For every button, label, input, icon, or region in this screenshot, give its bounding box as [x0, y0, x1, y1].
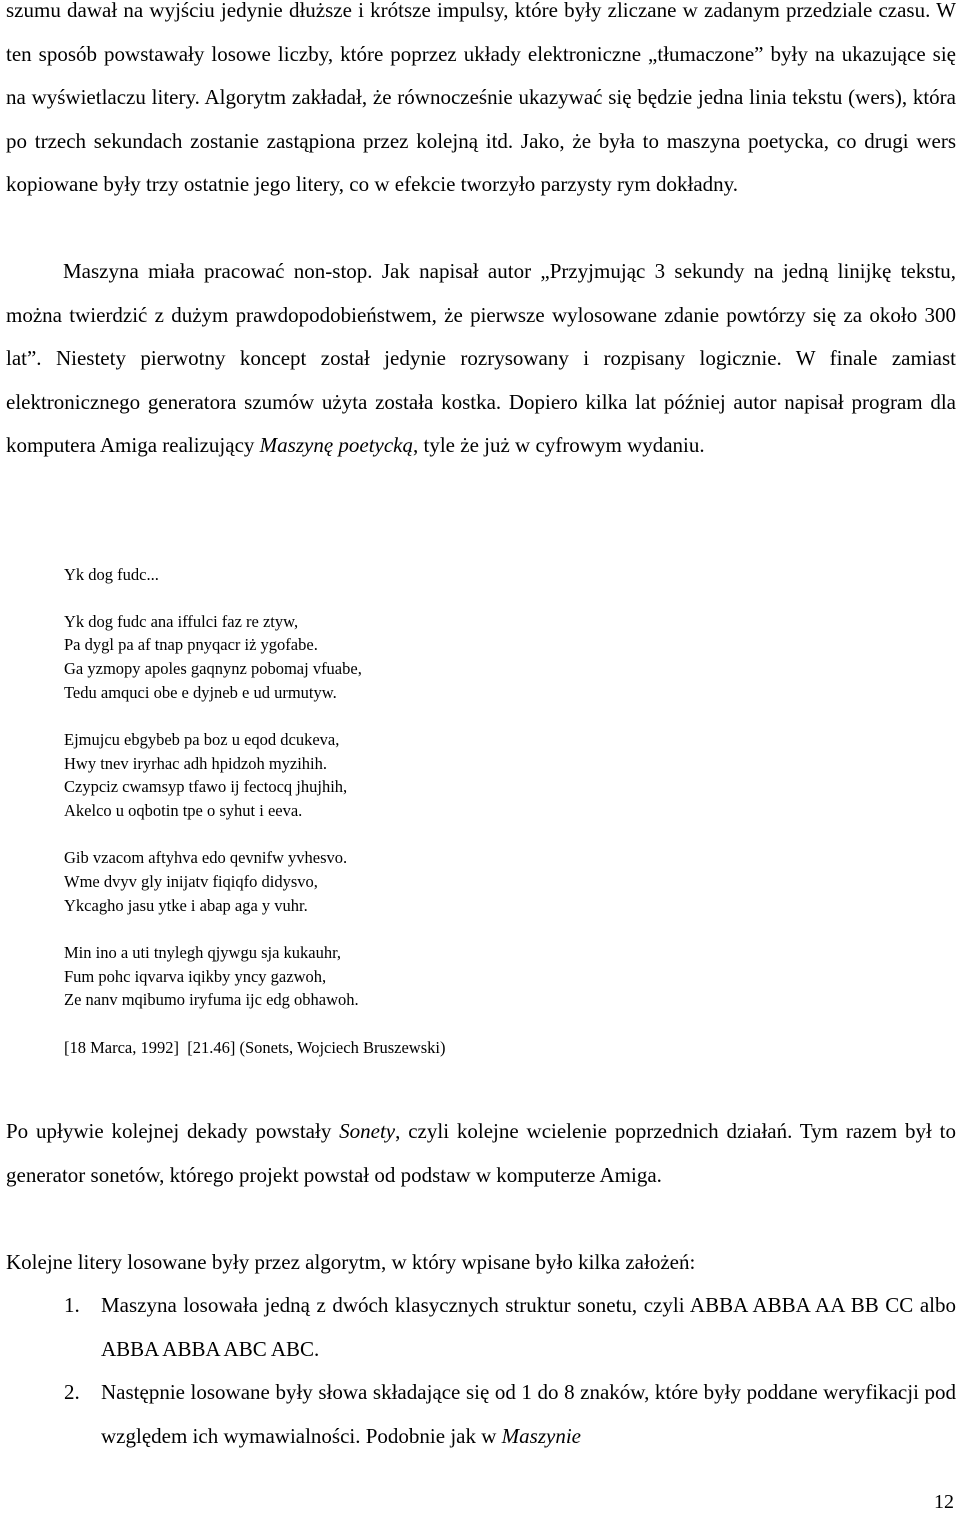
- poem-stanza: [64, 846, 884, 917]
- paragraph-2-text-a: Maszyna miała pracować non-stop. Jak napisał autor „Przyjmując 3 sekundy na jedną linijkę tekstu, można twierdzić z dużym prawdopodobieństwem, że pierwsze wylosowane zdanie powtórzy się za około 300 lat”. Niestety pierwotny koncept został jedynie rozrysowany i rozpisany logicznie. W finale zamiast elektronicznego generatora szumów użyta została kostka. Dopiero kilka lat później autor napisał program dla komputera Amiga realizujący: [6, 259, 956, 458]
- poem-line: Wme dvyv gly inijatv fiqiqfo didysvo,: [64, 872, 318, 892]
- list-item: [64, 1371, 956, 1458]
- poem-line: Ze nanv mqibumo iryfuma ijc edg obhawoh.: [64, 990, 359, 1010]
- poem-block: [64, 563, 884, 1059]
- paragraph-1: [6, 0, 956, 207]
- list-item-number: 1.: [64, 1293, 80, 1317]
- poem-line: Min ino a uti tnylegh qjywgu sja kukauhr,: [64, 942, 342, 962]
- poem-line: Ykcagho jasu ytke i abap aga y vuhr.: [64, 895, 308, 915]
- paragraph-4: [6, 1241, 956, 1285]
- poem-line: Tedu amquci obe e dyjneb e ud urmutyw.: [64, 682, 337, 702]
- paragraph-3: [6, 1110, 956, 1197]
- numbered-list: [64, 1284, 956, 1458]
- paragraph-3-text-a: Po upływie kolejnej dekady powstały: [6, 1119, 340, 1143]
- paragraph-2: [6, 250, 956, 468]
- poem-line: Gib vzacom aftyhva edo qevnifw yvhesvo.: [64, 848, 348, 868]
- paragraph-4-text: Kolejne litery losowane były przez algorytm, w który wpisane było kilka założeń:: [6, 1250, 696, 1274]
- poem-stanza: [64, 728, 884, 823]
- poem-line: Ga yzmopy apoles gaqnynz pobomaj vfuabe,: [64, 659, 362, 679]
- poem-line: Fum pohc iqvarva iqikby yncy gazwoh,: [64, 966, 327, 986]
- poem-line: Czypciz cwamsyp tfawo ij fectocq jhujhih,: [64, 777, 348, 797]
- poem-line: Ejmujcu ebgybeb pa boz u eqod dcukeva,: [64, 730, 340, 750]
- poem-line: Pa dygl pa af tnap pnyqacr iż ygofabe.: [64, 635, 318, 655]
- poem-line: Yk dog fudc ana iffulci faz re ztyw,: [64, 611, 299, 631]
- page-number: 12: [934, 1491, 954, 1513]
- paragraph-1-text: szumu dawał na wyjściu jedynie dłuższe i krótsze impulsy, które były zliczane w zadanym przedziale czasu. W ten sposób powstawały losowe liczby, które poprzez układy elektroniczne „tłumaczone” były na ukazujące się na wyświetlaczu litery. Algorytm zakładał, że równocześnie ukazywać się będzie jedna linia tekstu (wers), która po trzech sekundach zostanie zastąpiona przez kolejną itd. Jako, że była to maszyna poetycka, co drugi wers kopiowane były trzy ostatnie jego litery, co w efekcie tworzyło parzysty rym dokładny.: [6, 0, 956, 197]
- poem-stanza: [64, 941, 884, 1012]
- poem-stanza: [64, 610, 884, 705]
- poem-citation: [18 Marca, 1992] [21.46] (Sonets, Wojciech Bruszewski): [64, 1037, 446, 1057]
- paragraph-2-italic: Maszynę poetycką: [259, 433, 414, 458]
- list-item-text: Następnie losowane były słowa składające się od 1 do 8 znaków, które były poddane weryfikacji pod względem ich wymawialności. Podobnie jak w Maszynie: [101, 1380, 956, 1448]
- paragraph-3-text-b: , czyli kolejne wcielenie poprzednich działań. Tym razem był to generator sonetów, którego projekt powstał od podstaw w komputerze Amiga.: [6, 1119, 956, 1187]
- poem-line: Akelco u oqbotin tpe o syhut i eeva.: [64, 801, 303, 821]
- list-item-italic: Maszynie: [501, 1423, 581, 1448]
- list-item-text: Maszyna losowała jedną z dwóch klasycznych struktur sonetu, czyli ABBA ABBA AA BB CC albo ABBA ABBA ABC ABC.: [101, 1293, 956, 1361]
- list-item-number: 2.: [64, 1380, 80, 1405]
- paragraph-3-italic: Sonety: [339, 1119, 396, 1143]
- poem-line: Hwy tnev iryrhac adh hpidzoh myzihih.: [64, 753, 328, 773]
- paragraph-2-text-b: , tyle że już w cyfrowym wydaniu.: [413, 433, 705, 458]
- poem-title: Yk dog fudc...: [64, 565, 159, 584]
- list-item: [64, 1284, 956, 1371]
